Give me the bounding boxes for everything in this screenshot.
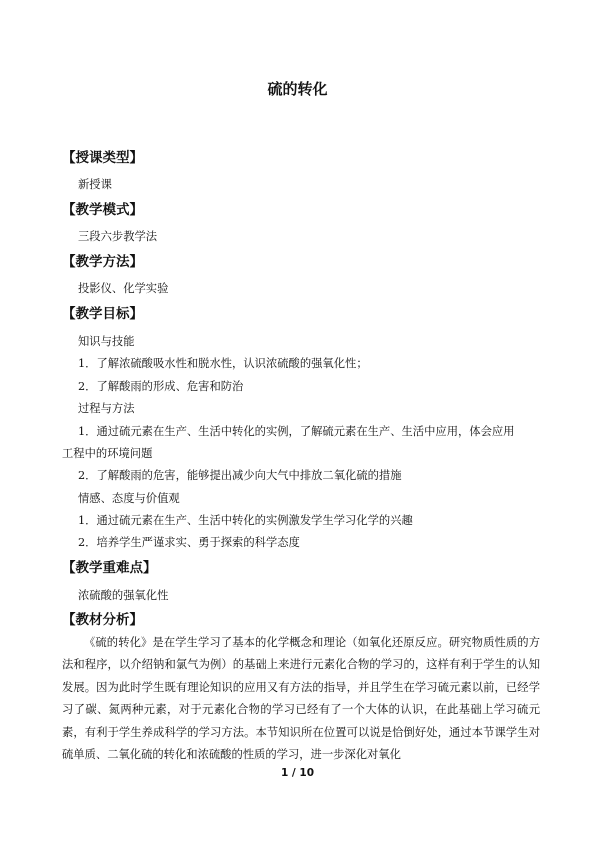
section-heading-course-type: 【授课类型】 — [62, 150, 143, 166]
goal-line: 情感、态度与价值观 — [78, 492, 180, 505]
teaching-method-text: 投影仪、化学实验 — [78, 282, 169, 295]
goal-line: 1．通过硫元素在生产、生活中转化的实例，了解硫元素在生产、生活中应用，体会应用 — [78, 425, 515, 438]
goal-line: 过程与方法 — [78, 402, 135, 415]
section-heading-textbook-analysis: 【教材分析】 — [62, 612, 143, 628]
goal-line: 2．了解酸雨的危害，能够提出减少向大气中排放二氧化硫的措施 — [78, 469, 402, 482]
goal-line: 工程中的环境问题 — [62, 447, 153, 460]
page-number: 1 / 10 — [280, 767, 315, 779]
section-heading-teaching-mode: 【教学模式】 — [62, 202, 143, 218]
document-title: 硫的转化 — [267, 80, 328, 98]
goal-line: 知识与技能 — [78, 335, 135, 348]
key-points-text: 浓硫酸的强氧化性 — [78, 589, 169, 602]
teaching-mode-text: 三段六步教学法 — [78, 230, 158, 243]
section-heading-key-points: 【教学重难点】 — [62, 560, 157, 576]
goal-line: 1．了解浓硫酸吸水性和脱水性，认识浓硫酸的强氧化性； — [78, 357, 368, 370]
section-heading-teaching-goals: 【教学目标】 — [62, 306, 143, 322]
textbook-analysis-paragraph: 《硫的转化》是在学生学习了基本的化学概念和理论（如氧化还原反应。研究物质性质的方法和程序，以介绍钠和氯气为例）的基础上来进行元素化合物的学习的，这样有利于学生的认知发展。因为此时学生既有理论知识的应用又有方法的指导，并且学生在学习硫元素以前，已经学习了碳、氮两种元素，对于元素化合物的学习已经有了一个大体的认识，在此基础上学习硫元素，有利于学生养成科学的学习方法。本节知识所在位置可以说是恰倒好处，通过本节课学生对硫单质、二氧化硫的转化和浓硫酸的性质的学习，进一步深化对氧化 — [62, 636, 540, 762]
goal-line: 1．通过硫元素在生产、生活中转化的实例激发学生学习化学的兴趣 — [78, 514, 413, 527]
goal-line: 2．了解酸雨的形成、危害和防治 — [78, 380, 244, 393]
goal-line: 2．培养学生严谨求实、勇于探索的科学态度 — [78, 536, 300, 549]
section-heading-teaching-method: 【教学方法】 — [62, 254, 143, 270]
course-type-text: 新授课 — [78, 178, 112, 191]
